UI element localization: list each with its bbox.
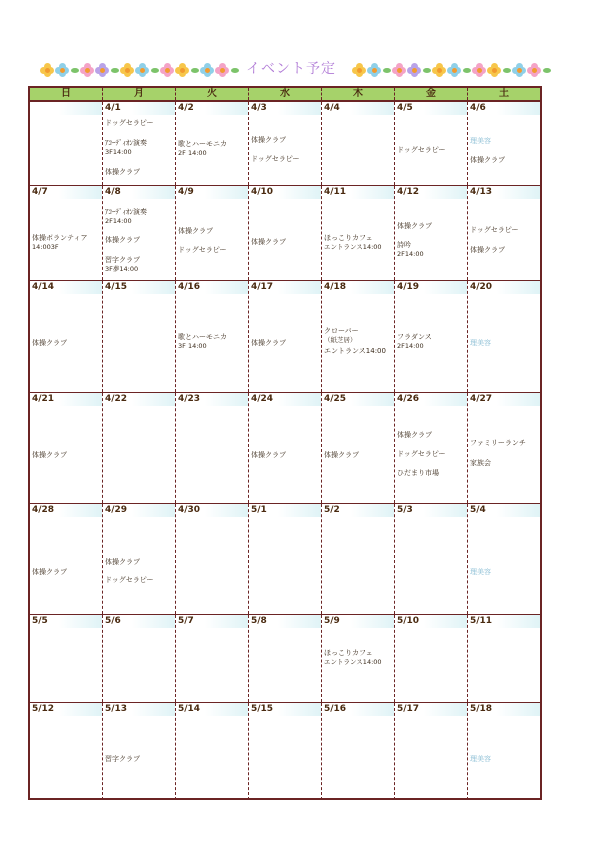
day-cell [103, 504, 176, 614]
event-title: 体操クラブ [397, 431, 432, 439]
calendar-week [30, 615, 540, 703]
event-item [178, 227, 213, 236]
event-title: ほっこりカフェ [324, 234, 373, 242]
day-cell [30, 281, 103, 392]
event-item [397, 469, 439, 478]
day-cell [395, 102, 468, 185]
day-cell [322, 102, 395, 185]
day-date: 4/23 [176, 393, 248, 406]
day-date: 5/9 [322, 615, 394, 628]
event-title: ドッグセラピー [105, 576, 154, 584]
day-date: 5/3 [395, 504, 467, 517]
day-cell [249, 281, 322, 392]
event-title: 体操クラブ [251, 238, 286, 246]
day-date: 4/5 [395, 102, 467, 115]
event-item [397, 450, 445, 459]
event-title: 歌とハーモニカ [178, 333, 227, 341]
title-row [0, 56, 595, 84]
event-item [397, 241, 424, 259]
event-item [251, 238, 286, 247]
day-cell [249, 102, 322, 185]
day-date: 5/8 [249, 615, 321, 628]
event-item [324, 649, 382, 667]
event-detail: 3F 14:00 [178, 342, 207, 350]
event-title: エントランス14:00 [324, 347, 386, 355]
flower-icon [215, 63, 229, 77]
day-cell [322, 281, 395, 392]
day-date: 4/4 [322, 102, 394, 115]
day-date: 5/15 [249, 703, 321, 716]
day-date: 4/30 [176, 504, 248, 517]
event-item [397, 333, 432, 351]
day-cell [176, 102, 249, 185]
event-title: 体操クラブ [32, 451, 67, 459]
day-date: 4/12 [395, 186, 467, 199]
leaf-icon [383, 68, 391, 73]
day-cell [103, 281, 176, 392]
day-cell [30, 102, 103, 185]
day-cell [468, 504, 540, 614]
day-date [30, 102, 102, 115]
flower-icon [135, 63, 149, 77]
event-title: ドッグセラピー [397, 146, 446, 154]
flower-icon [200, 63, 214, 77]
event-detail: 2F14:00 [397, 250, 424, 258]
event-title: 体操クラブ [324, 451, 359, 459]
day-cell [30, 703, 103, 800]
event-title: ドッグセラピー [397, 450, 446, 458]
event-title: 体操クラブ [251, 451, 286, 459]
day-date: 4/9 [176, 186, 248, 199]
event-item [470, 156, 505, 165]
flower-icon [95, 63, 109, 77]
event-item [470, 439, 526, 448]
event-item [470, 568, 491, 577]
day-date: 4/6 [468, 102, 540, 115]
event-detail: 3F14:00 [105, 148, 132, 156]
day-date: 4/22 [103, 393, 175, 406]
weekday-thu: 木 [322, 88, 395, 100]
day-date: 4/15 [103, 281, 175, 294]
event-item [470, 459, 491, 468]
event-item [105, 576, 153, 585]
day-cell [468, 186, 540, 280]
day-date: 5/1 [249, 504, 321, 517]
event-item [178, 140, 227, 158]
event-item [251, 451, 286, 460]
day-date: 4/27 [468, 393, 540, 406]
event-title: 理美容 [470, 339, 491, 347]
flower-icon [80, 63, 94, 77]
day-cell [395, 281, 468, 392]
event-item [105, 139, 147, 157]
flower-icon [407, 63, 421, 77]
day-cell [395, 703, 468, 800]
event-item [470, 339, 491, 348]
event-title: 家族会 [470, 459, 491, 467]
day-cell [176, 186, 249, 280]
event-item [105, 119, 153, 128]
day-cell [249, 703, 322, 800]
weekday-sat: 土 [499, 88, 509, 99]
day-cell [468, 703, 540, 800]
event-title: 体操クラブ [32, 568, 67, 576]
day-date: 5/11 [468, 615, 540, 628]
event-detail: 2F14:00 [105, 217, 132, 225]
flower-icon [40, 63, 54, 77]
event-title: 体操クラブ [32, 339, 67, 347]
leaf-icon [71, 68, 79, 73]
event-title: ｱｺｰﾃﾞｨｵﾝ演奏 [105, 139, 147, 147]
event-title: ドッグセラピー [178, 246, 227, 254]
event-item [178, 333, 227, 351]
flower-icon [55, 63, 69, 77]
day-date: 4/28 [30, 504, 102, 517]
day-cell [103, 615, 176, 702]
flower-icon [472, 63, 486, 77]
leaf-icon [423, 68, 431, 73]
flower-icon [432, 63, 446, 77]
day-date: 4/25 [322, 393, 394, 406]
calendar-week [30, 504, 540, 615]
day-cell [30, 504, 103, 614]
day-date: 4/10 [249, 186, 321, 199]
day-cell [176, 703, 249, 800]
event-item [324, 327, 359, 345]
day-cell [103, 703, 176, 800]
leaf-icon [503, 68, 511, 73]
day-cell [468, 281, 540, 392]
leaf-icon [191, 68, 199, 73]
event-title: 習字クラブ [105, 256, 140, 264]
flower-garland-left [40, 61, 230, 79]
event-item [105, 256, 140, 274]
event-item [470, 226, 518, 235]
event-item [251, 136, 286, 145]
event-item [105, 208, 147, 226]
event-title: 理美容 [470, 568, 491, 576]
event-title: 体操クラブ [251, 339, 286, 347]
weekday-header [30, 88, 540, 102]
day-cell [395, 186, 468, 280]
day-cell [30, 186, 103, 280]
day-cell [468, 102, 540, 185]
event-title: 理美容 [470, 137, 491, 145]
flower-icon [487, 63, 501, 77]
event-item [32, 568, 67, 577]
event-title: 体操クラブ [251, 136, 286, 144]
event-item [32, 339, 67, 348]
event-title: ドッグセラピー [251, 155, 300, 163]
event-item [105, 168, 140, 177]
day-cell [322, 615, 395, 702]
flower-garland-right [352, 61, 542, 79]
event-detail: エントランス14:00 [324, 658, 382, 666]
day-date: 4/16 [176, 281, 248, 294]
calendar-week [30, 393, 540, 504]
event-calendar [28, 86, 542, 800]
event-title: 歌とハーモニカ [178, 140, 227, 148]
day-cell [322, 703, 395, 800]
flower-icon [512, 63, 526, 77]
flower-icon [392, 63, 406, 77]
day-date: 4/29 [103, 504, 175, 517]
day-cell [468, 615, 540, 702]
leaf-icon [543, 68, 551, 73]
day-date: 4/2 [176, 102, 248, 115]
day-date: 4/8 [103, 186, 175, 199]
event-detail: 3F夢14:00 [105, 265, 139, 273]
day-cell [395, 393, 468, 503]
event-item [178, 246, 226, 255]
day-date: 4/7 [30, 186, 102, 199]
weekday-mon: 月 [103, 88, 176, 100]
event-item [397, 222, 432, 231]
leaf-icon [151, 68, 159, 73]
calendar-week [30, 186, 540, 281]
event-item [105, 236, 140, 245]
day-date: 4/11 [322, 186, 394, 199]
day-cell [176, 504, 249, 614]
flower-icon [352, 63, 366, 77]
day-date: 5/18 [468, 703, 540, 716]
event-title: 体操クラブ [178, 227, 213, 235]
event-title: ドッグセラピー [105, 119, 154, 127]
day-date: 5/12 [30, 703, 102, 716]
day-date: 5/13 [103, 703, 175, 716]
day-cell [176, 393, 249, 503]
day-date: 5/14 [176, 703, 248, 716]
day-cell [322, 393, 395, 503]
flower-icon [120, 63, 134, 77]
day-date: 4/18 [322, 281, 394, 294]
day-cell [249, 393, 322, 503]
flower-icon [175, 63, 189, 77]
day-date: 5/17 [395, 703, 467, 716]
event-title: 体操ボランティア [32, 234, 88, 242]
calendar-week [30, 102, 540, 186]
day-date: 5/10 [395, 615, 467, 628]
day-date: 4/19 [395, 281, 467, 294]
weekday-tue: 火 [176, 88, 249, 100]
day-date: 5/7 [176, 615, 248, 628]
day-date: 4/13 [468, 186, 540, 199]
day-cell [30, 393, 103, 503]
event-title: 体操クラブ [397, 222, 432, 230]
day-cell [176, 281, 249, 392]
day-date: 5/5 [30, 615, 102, 628]
day-cell [103, 102, 176, 185]
event-item [32, 234, 87, 252]
weekday-sun: 日 [30, 88, 103, 100]
event-title: ひだまり市場 [397, 469, 439, 477]
event-detail: （紙芝居） [324, 336, 357, 344]
day-cell [395, 504, 468, 614]
leaf-icon [463, 68, 471, 73]
event-title: 体操クラブ [470, 246, 505, 254]
event-title: 理美容 [470, 755, 491, 763]
weekday-wed: 水 [249, 88, 322, 100]
event-title: ドッグセラピー [470, 226, 519, 234]
event-item [397, 146, 445, 155]
event-title: 体操クラブ [470, 156, 505, 164]
day-cell [249, 186, 322, 280]
day-date: 4/26 [395, 393, 467, 406]
flower-icon [447, 63, 461, 77]
event-detail: 2F 14:00 [178, 149, 207, 157]
event-title: 体操クラブ [105, 236, 140, 244]
day-cell [249, 615, 322, 702]
calendar-week [30, 281, 540, 393]
weekday-fri: 金 [395, 88, 468, 100]
leaf-icon [111, 68, 119, 73]
event-item [324, 347, 386, 356]
day-cell [176, 615, 249, 702]
event-item [470, 755, 491, 764]
event-title: 体操クラブ [105, 558, 140, 566]
day-cell [30, 615, 103, 702]
day-cell [103, 186, 176, 280]
day-date: 4/21 [30, 393, 102, 406]
event-title: ｱｺｰﾃﾞｨｵﾝ演奏 [105, 208, 147, 216]
calendar-week [30, 703, 540, 800]
event-item [470, 137, 491, 146]
day-cell [322, 504, 395, 614]
event-item [324, 234, 382, 252]
day-cell [322, 186, 395, 280]
event-title: フラダンス [397, 333, 432, 341]
event-detail: 2F14:00 [397, 342, 424, 350]
day-cell [468, 393, 540, 503]
day-date: 5/16 [322, 703, 394, 716]
day-date: 4/14 [30, 281, 102, 294]
day-date: 5/2 [322, 504, 394, 517]
event-title: ほっこりカフェ [324, 649, 373, 657]
day-cell [395, 615, 468, 702]
day-cell [249, 504, 322, 614]
event-item [397, 431, 432, 440]
day-date: 4/17 [249, 281, 321, 294]
day-date: 5/6 [103, 615, 175, 628]
day-date: 5/4 [468, 504, 540, 517]
day-cell [103, 393, 176, 503]
day-date: 4/3 [249, 102, 321, 115]
event-title: 体操クラブ [105, 168, 140, 176]
event-title: 詩吟 [397, 241, 411, 249]
event-item [105, 558, 140, 567]
event-detail: エントランス14:00 [324, 243, 382, 251]
event-detail: 14:003F [32, 243, 59, 251]
event-title: ファミリーランチ [470, 439, 526, 447]
event-item [324, 451, 359, 460]
day-date: 4/1 [103, 102, 175, 115]
flower-icon [367, 63, 381, 77]
event-title: 習字クラブ [105, 755, 140, 763]
event-item [105, 755, 140, 764]
day-date: 4/24 [249, 393, 321, 406]
event-item [251, 339, 286, 348]
event-item [251, 155, 299, 164]
flower-icon [160, 63, 174, 77]
flower-icon [527, 63, 541, 77]
event-item [470, 246, 505, 255]
day-date: 4/20 [468, 281, 540, 294]
event-item [32, 451, 67, 460]
event-title: クローバー [324, 327, 359, 335]
page-title: イベント予定 [246, 61, 336, 77]
